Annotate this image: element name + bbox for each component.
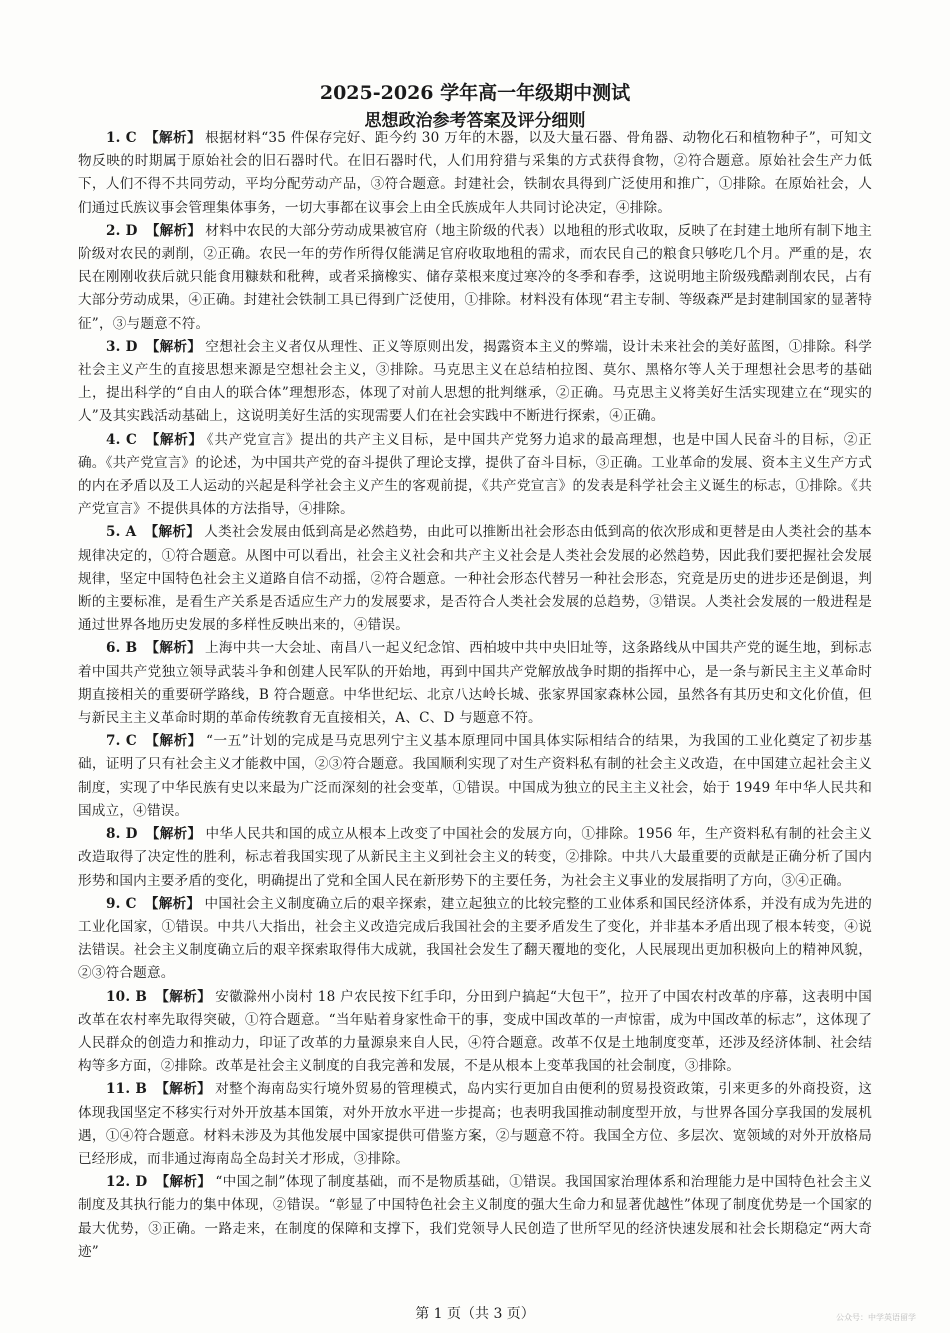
answer-text: 根据材料“35 件保存完好、距今约 30 万年的木器，以及大量石器、骨角器、动物化石和植物种子”，可知文物反映的时期属于原始社会的旧石器时代。在旧石器时代，人们用狩猎与采集的方式获得食物，②符合题意。原始社会生产力低下，人们不得不共同劳动，平均分配劳动产品，③符合题意。封建社会，铁制农具得到广泛使用和推广，①排除。在原始社会，人们通过氏族议事会管理集体事务，一切大事都在议事会上由全氏族成年人共同讨论决定，④排除。 (78, 130, 872, 216)
answer-item (78, 336, 872, 429)
answer-item (78, 893, 872, 986)
answer-item (78, 1078, 872, 1171)
answer-item (78, 1171, 872, 1264)
answer-text: 中国社会主义制度确立后的艰辛探索，建立起独立的比较完整的工业体系和国民经济体系，并没有成为先进的工业化国家，①错误。中共八大指出，社会主义改造完成后我国社会的主要矛盾发生了变化，并非基本矛盾出现了根本转变，④说法错误。社会主义制度确立后的艰辛探索取得伟大成就，我国社会发生了翻天覆地的变化，人民展现出更加积极向上的精神风貌，②③符合题意。 (78, 895, 872, 982)
answer-text: “一五”计划的完成是马克思列宁主义基本原理同中国具体实际相结合的结果，为我国的工业化奠定了初步基础，证明了只有社会主义才能救中国，②③符合题意。我国顺利实现了对生产资料私有制的社会主义改造，在中国建立起社会主义制度，实现了中华民族有史以来最为广泛而深刻的社会变革，①错误。中国成为独立的民主主义社会，始于 1949 年中华人民共和国成立，④错误。 (78, 733, 872, 819)
answer-number: 11. B (106, 1081, 148, 1098)
analysis-tag: 【解析】 (155, 1174, 212, 1191)
answer-list (78, 127, 872, 1264)
answer-number: 6. B (106, 640, 138, 657)
answer-text: 上海中共一大会址、南昌八一起义纪念馆、西柏坡中共中央旧址等，这条路线从中国共产党的诞生地，到标志着中国共产党独立领导武装斗争和创建人民军队的开始地，再到中国共产党解放战争时期的指挥中心，是一条与新民主主义革命时期直接相关的重要研学路线，B 符合题意。中华世纪坛、北京八达岭长城、张家界国家森林公园，虽然各有其历史和文化价值，但与新民主主义革命时期的革命传统教育无直接相关，A、C、D 与题意不符。 (78, 640, 872, 727)
analysis-tag: 【解析】 (145, 640, 202, 657)
watermark: 公众号：中学英语留学 (836, 1313, 916, 1322)
answer-number: 3. D (106, 338, 138, 355)
answer-number: 5. A (106, 524, 137, 541)
answer-text: 中华人民共和国的成立从根本上改变了中国社会的发展方向，①排除。1956 年，生产资料私有制的社会主义改造取得了决定性的胜利，标志着我国实现了从新民主主义到社会主义的转变，②排除。中共八大最重要的贡献是正确分析了国内形势和国内主要矛盾的变化，明确提出了党和全国人民在新形势下的主要任务，为社会主义事业的发展指明了方向，③④正确。 (78, 826, 872, 889)
answer-item (78, 220, 872, 336)
answer-item (78, 127, 872, 220)
answer-number: 7. C (106, 733, 137, 750)
answer-text: 人类社会发展由低到高是必然趋势，由此可以推断出社会形态由低到高的依次形成和更替是由人类社会的基本规律决定的，①符合题意。从图中可以看出，社会主义社会和共产主义社会是人类社会发展的必然趋势，因此我们要把握社会发展规律，坚定中国特色社会主义道路自信不动摇，②符合题意。一种社会形态代替另一种社会形态，究竟是历史的进步还是倒退，判断的主要标准，是看生产关系是否适应生产力的发展要求，是否符合人类社会发展的总趋势，③错误。人类社会发展的一般进程是通过世界各地历史发展的多样性反映出来的，④错误。 (78, 524, 872, 634)
page-subtitle: 思想政治参考答案及评分细则 (364, 111, 586, 131)
answer-item (78, 637, 872, 730)
answer-number: 8. D (106, 826, 138, 843)
answer-text: 材料中农民的大部分劳动成果被官府（地主阶级的代表）以地租的形式收取，反映了在封建土地所有制下地主阶级对农民的剥削，②正确。农民一年的劳作所得仅能满足官府收取地租的需求，而农民自己的粮食只够吃几个月。严重的是，农民在刚刚收获后就只能食用糠麸和秕稗，或者采摘橡实、储存菜根来度过寒冷的冬季和春季，这说明地主阶级残酷剥削农民，占有大部分劳动成果，④正确。封建社会铁制工具已得到广泛使用，①排除。材料没有体现“君主专制、等级森严是封建制国家的显著特征”，③与题意不符。 (78, 222, 872, 332)
answer-text: 对整个海南岛实行境外贸易的管理模式，岛内实行更加自由便利的贸易投资政策，引来更多的外商投资，这体现我国坚定不移实行对外开放基本国策，对外开放水平进一步提高；也表明我国推动制度型开放，与世界各国分享我国的发展机遇，①④符合题意。材料未涉及为其他发展中国家提供可借鉴方案，②与题意不符。我国全方位、多层次、宽领域的对外开放格局已经形成，而非通过海南岛全岛封关才形成，③排除。 (78, 1081, 872, 1167)
answer-text: 安徽滁州小岗村 18 户农民按下红手印，分田到户搞起“大包干”，拉开了中国农村改革的序幕，这表明中国改革在农村率先取得突破，①符合题意。“当年贴着身家性命干的事，变成中国改革的一声惊雷，成为中国改革的标志”，这体现了人民群众的创造力和推动力，印证了改革的力量源泉来自人民，④符合题意。改革不仅是土地制度变革，还涉及经济体制、社会结构等多方面，②排除。改革是社会主义制度的自我完善和发展，不是从根本上变革我国的社会制度，③排除。 (78, 988, 872, 1075)
analysis-tag: 【解析】 (145, 222, 202, 239)
answer-item (78, 986, 872, 1079)
answer-text: “中国之制”体现了制度基础，而不是物质基础，①错误。我国国家治理体系和治理能力是中国特色社会主义制度及其执行能力的集中体现，②错误。“彰显了中国特色社会主义制度的强大生命力和显著优越性”体现了制度优势是一个国家的最大优势，③正确。一路走来，在制度的保障和支撑下，我们党领导人民创造了世所罕见的经济快速发展和社会长期稳定“两大奇迹” (78, 1174, 872, 1260)
answer-text: 《共产党宣言》提出的共产主义目标，是中国共产党努力追求的最高理想，也是中国人民奋斗的目标，②正确。《共产党宣言》的论述，为中国共产党的奋斗提供了理论支撑，提供了奋斗目标，③正确。工业革命的发展、资本主义生产方式的内在矛盾以及工人运动的兴起是科学社会主义产生的客观前提，《共产党宣言》的发表是科学社会主义诞生的标志，①排除。《共产党宣言》不提供具体的方法指导，④排除。 (78, 431, 872, 518)
answer-item (78, 730, 872, 823)
analysis-tag: 【解析】 (144, 130, 202, 146)
answer-number: 12. D (106, 1174, 148, 1191)
page-number: 第 1 页（共 3 页） (415, 1306, 535, 1322)
analysis-tag: 【解析】 (145, 338, 202, 355)
analysis-tag: 【解析】 (145, 431, 203, 448)
answer-item (78, 823, 872, 893)
analysis-tag: 【解析】 (155, 1081, 212, 1098)
analysis-tag: 【解析】 (144, 524, 201, 541)
answer-number: 9. C (106, 895, 137, 912)
answer-number: 10. B (106, 988, 148, 1005)
answer-item (78, 521, 872, 637)
analysis-tag: 【解析】 (144, 733, 202, 750)
answer-item (78, 429, 872, 522)
answer-number: 2. D (106, 222, 138, 239)
answer-text: 空想社会主义者仅从理性、正义等原则出发，揭露资本主义的弊端，设计未来社会的美好蓝图，①排除。科学社会主义产生的直接思想来源是空想社会主义，③排除。马克思主义在总结柏拉图、莫尔、黑格尔等人关于理想社会思考的基础上，提出科学的“自由人的联合体”理想形态，体现了对前人思想的批判继承，②正确。马克思主义将美好生活实现建立在“现实的人”及其实践活动基础上，这说明美好生活的实现需要人们在社会实践中不断进行探索，④正确。 (78, 338, 872, 425)
analysis-tag: 【解析】 (144, 895, 201, 912)
page-title: 2025-2026 学年高一年级期中测试 (319, 82, 631, 104)
answer-number: 4. C (106, 431, 138, 448)
analysis-tag: 【解析】 (145, 826, 202, 843)
analysis-tag: 【解析】 (155, 988, 212, 1005)
answer-number: 1. C (106, 130, 137, 146)
